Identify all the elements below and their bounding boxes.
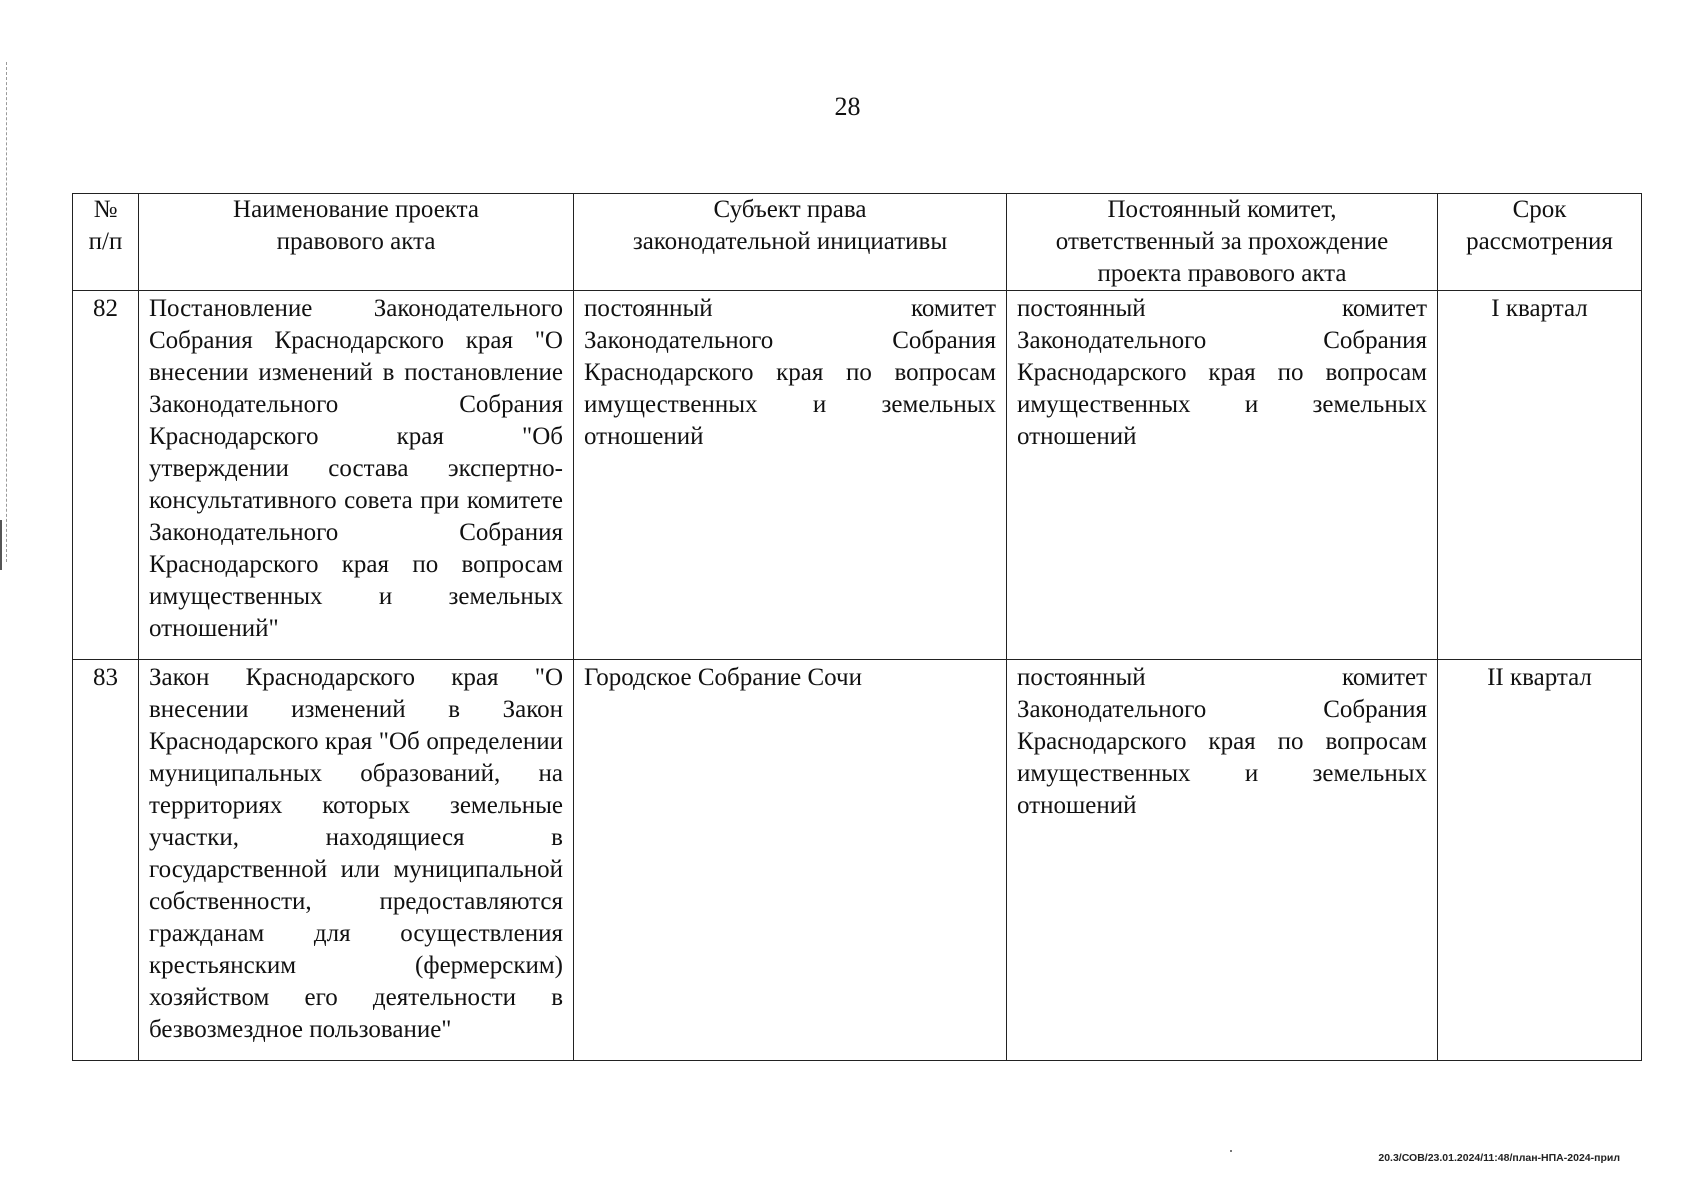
table-row xyxy=(73,660,1642,1061)
header-committee-line1: Постоянный комитет, xyxy=(1107,196,1337,223)
row-responsible-committee: постоянный комитет Законодательного Собрания Краснодарского края по вопросам имущественных и земельных отношений xyxy=(1007,291,1438,660)
header-number-line2: п/п xyxy=(88,228,123,255)
row-review-term: I квартал xyxy=(1438,291,1642,660)
header-committee-line3: проекта правового акта xyxy=(1097,260,1347,287)
row-initiative-subject: постоянный комитет Законодательного Собрания Краснодарского края по вопросам имущественных и земельных отношений xyxy=(574,291,1007,660)
row-act-name: Закон Краснодарского края "О внесении изменений в Закон Краснодарского края "Об определении муниципальных образований, на территориях которых земельные участки, находящиеся в государственной или муниципальной собственности, предоставляются гражданам для осуществления крестьянским (фермерским) хозяйством его деятельности в безвозмездное пользование" xyxy=(139,660,574,1061)
header-responsible-committee xyxy=(1007,194,1438,291)
header-number xyxy=(73,194,139,291)
header-subject-line1: Субъект права xyxy=(713,196,867,223)
row-act-name: Постановление Законодательного Собрания Краснодарского края "О внесении изменений в постановление Законодательного Собрания Краснодарского края "Об утверждении состава экспертно-консультативного совета при комитете Законодательного Собрания Краснодарского края по вопросам имущественных и земельных отношений" xyxy=(139,291,574,660)
header-act-name-line1: Наименование проекта xyxy=(233,196,479,223)
table-header-row xyxy=(73,194,1642,291)
row-initiative-subject: Городское Собрание Сочи xyxy=(574,660,1007,1061)
header-act-name-line2: правового акта xyxy=(276,228,436,255)
table-row xyxy=(73,291,1642,660)
page-number: 28 xyxy=(834,92,861,121)
header-term-line1: Срок xyxy=(1512,196,1567,223)
scan-margin-mark-dark xyxy=(0,520,4,570)
legislative-plan-table xyxy=(72,193,1642,1061)
row-number: 83 xyxy=(73,660,139,1061)
row-responsible-committee: постоянный комитет Законодательного Собрания Краснодарского края по вопросам имущественных и земельных отношений xyxy=(1007,660,1438,1061)
scan-margin-mark xyxy=(6,62,9,562)
header-subject-line2: законодательной инициативы xyxy=(632,228,948,255)
header-review-term xyxy=(1438,194,1642,291)
header-committee-line2: ответственный за прохождение xyxy=(1055,228,1389,255)
header-act-name xyxy=(139,194,574,291)
header-initiative-subject xyxy=(574,194,1007,291)
row-number: 82 xyxy=(73,291,139,660)
row-review-term: II квартал xyxy=(1438,660,1642,1061)
header-term-line2: рассмотрения xyxy=(1466,228,1613,255)
header-number-line1: № xyxy=(93,196,118,223)
scan-speck xyxy=(1230,1150,1232,1152)
document-footer-code: 20.3/СОВ/23.01.2024/11:48/план-НПА-2024-прил xyxy=(1378,1152,1620,1164)
